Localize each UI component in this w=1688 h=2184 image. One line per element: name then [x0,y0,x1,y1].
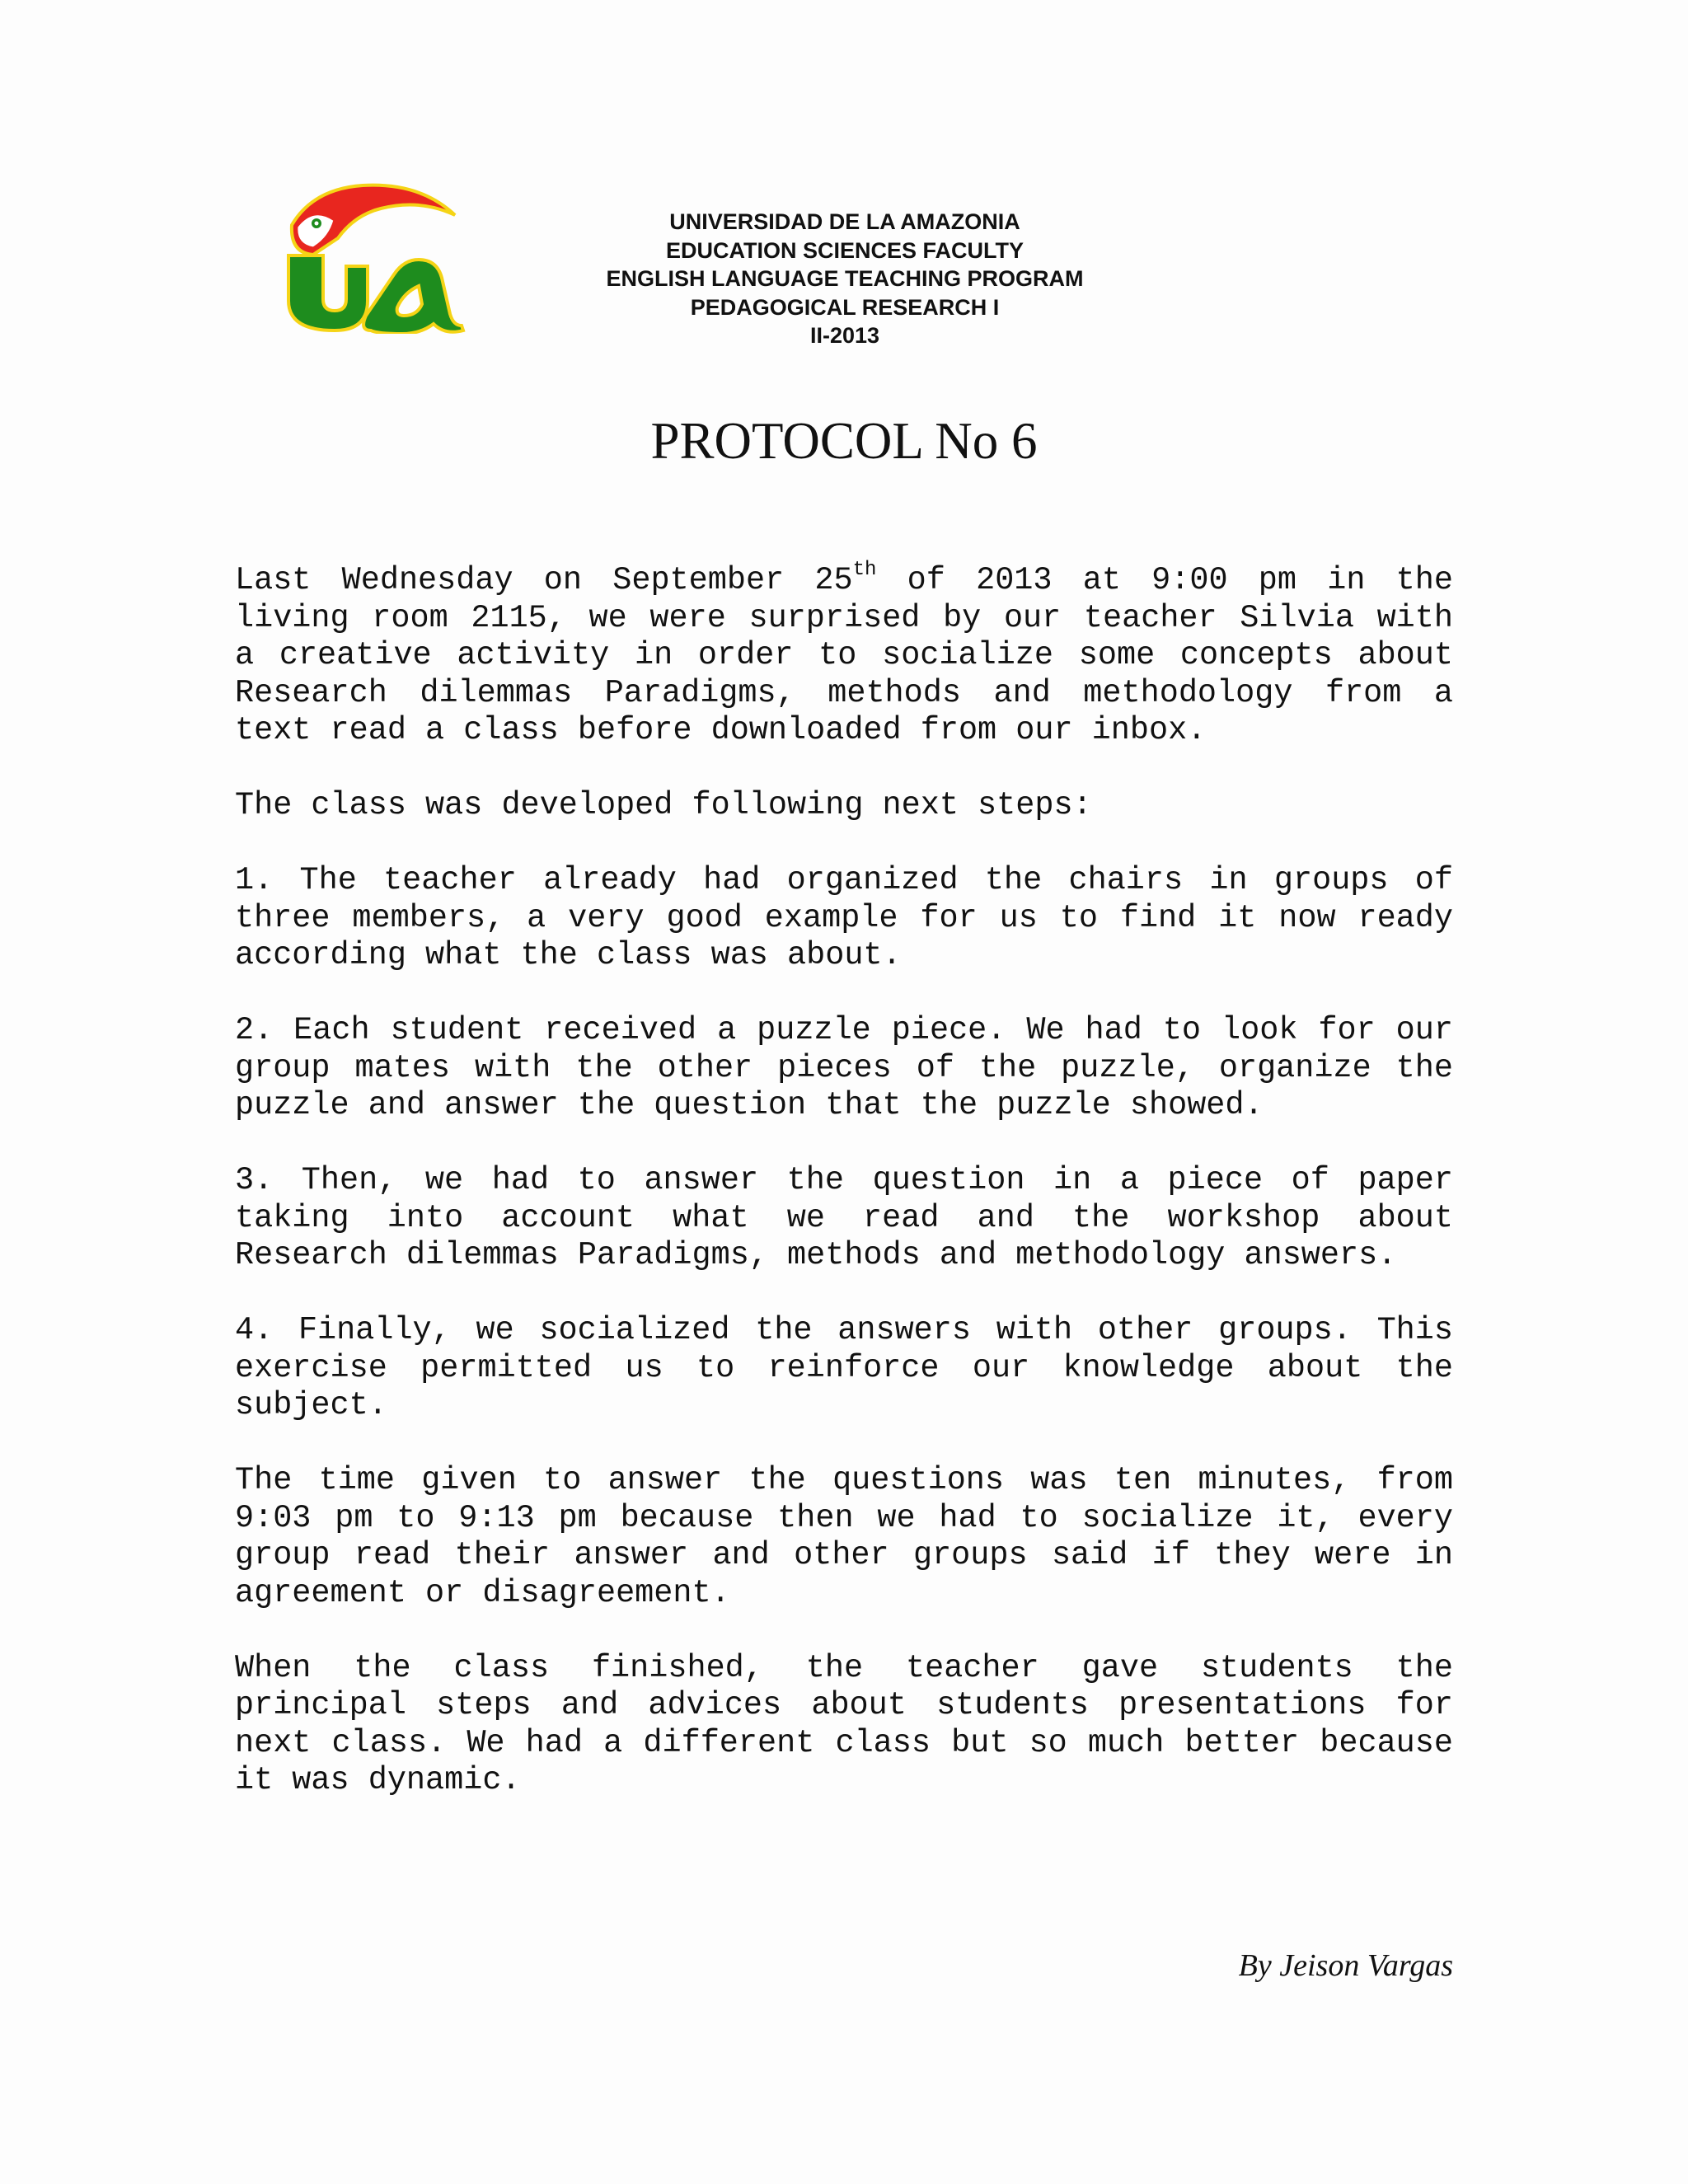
header-faculty: EDUCATION SCIENCES FACULTY [665,237,1025,263]
page-title: PROTOCOL No 6 [650,412,1038,470]
header-program: ENGLISH LANGUAGE TEACHING PROGRAM [606,266,1084,291]
step-4-paragraph: 4. Finally, we socialized the answers with other groups. This exercise permitted us to reinforce our knowledge about the subject. [235,1312,1453,1423]
header-term: II-2013 [809,323,880,348]
step-1-paragraph: 1. The teacher already had organized the chairs in groups of three members, a very good example for us to find it now ready according what the class was about. [235,862,1453,973]
intro-text-start: Last Wednesday on September 25 [235,562,853,598]
step-2-paragraph: 2. Each student received a puzzle piece. We had to look for our group mates with the other pieces of the puzzle, organize the puzzle and answer the question that the puzzle showed. [235,1012,1453,1123]
closing-paragraph: When the class finished, the teacher gave students the principal steps and advices about students presentations for next class. We had a different class but so much better because it was dynamic. [235,1649,1453,1798]
toucan-ua-logo-icon [280,177,466,334]
intro-text-end: of 2013 at 9:00 pm in the living room 2115, we were surprised by our teacher Silvia with a creative activity in order to socialize some concepts about Research dilemmas Paradigms, methods and methodology from a text read a class before downloaded from our inbox. [235,562,1453,748]
header-course: PEDAGOGICAL RESEARCH I [690,294,1000,320]
protocol-body [235,559,1453,1837]
intro-paragraph [235,559,1453,750]
institution-header [528,208,1162,350]
header-university: UNIVERSIDAD DE LA AMAZONIA [669,209,1020,234]
ordinal-superscript: th [852,559,877,581]
steps-intro-paragraph: The class was developed following next steps: [235,787,1092,823]
author-signature: By Jeison Vargas [1238,1948,1453,1983]
step-3-paragraph: 3. Then, we had to answer the question in a piece of paper taking into account what we read and the workshop about Research dilemmas Paradigms, methods and methodology answers. [235,1162,1453,1273]
time-paragraph: The time given to answer the questions was ten minutes, from 9:03 pm to 9:13 pm because then we had to socialize it, every group read their answer and other groups said if they were in agreement or disagreement. [235,1462,1453,1611]
